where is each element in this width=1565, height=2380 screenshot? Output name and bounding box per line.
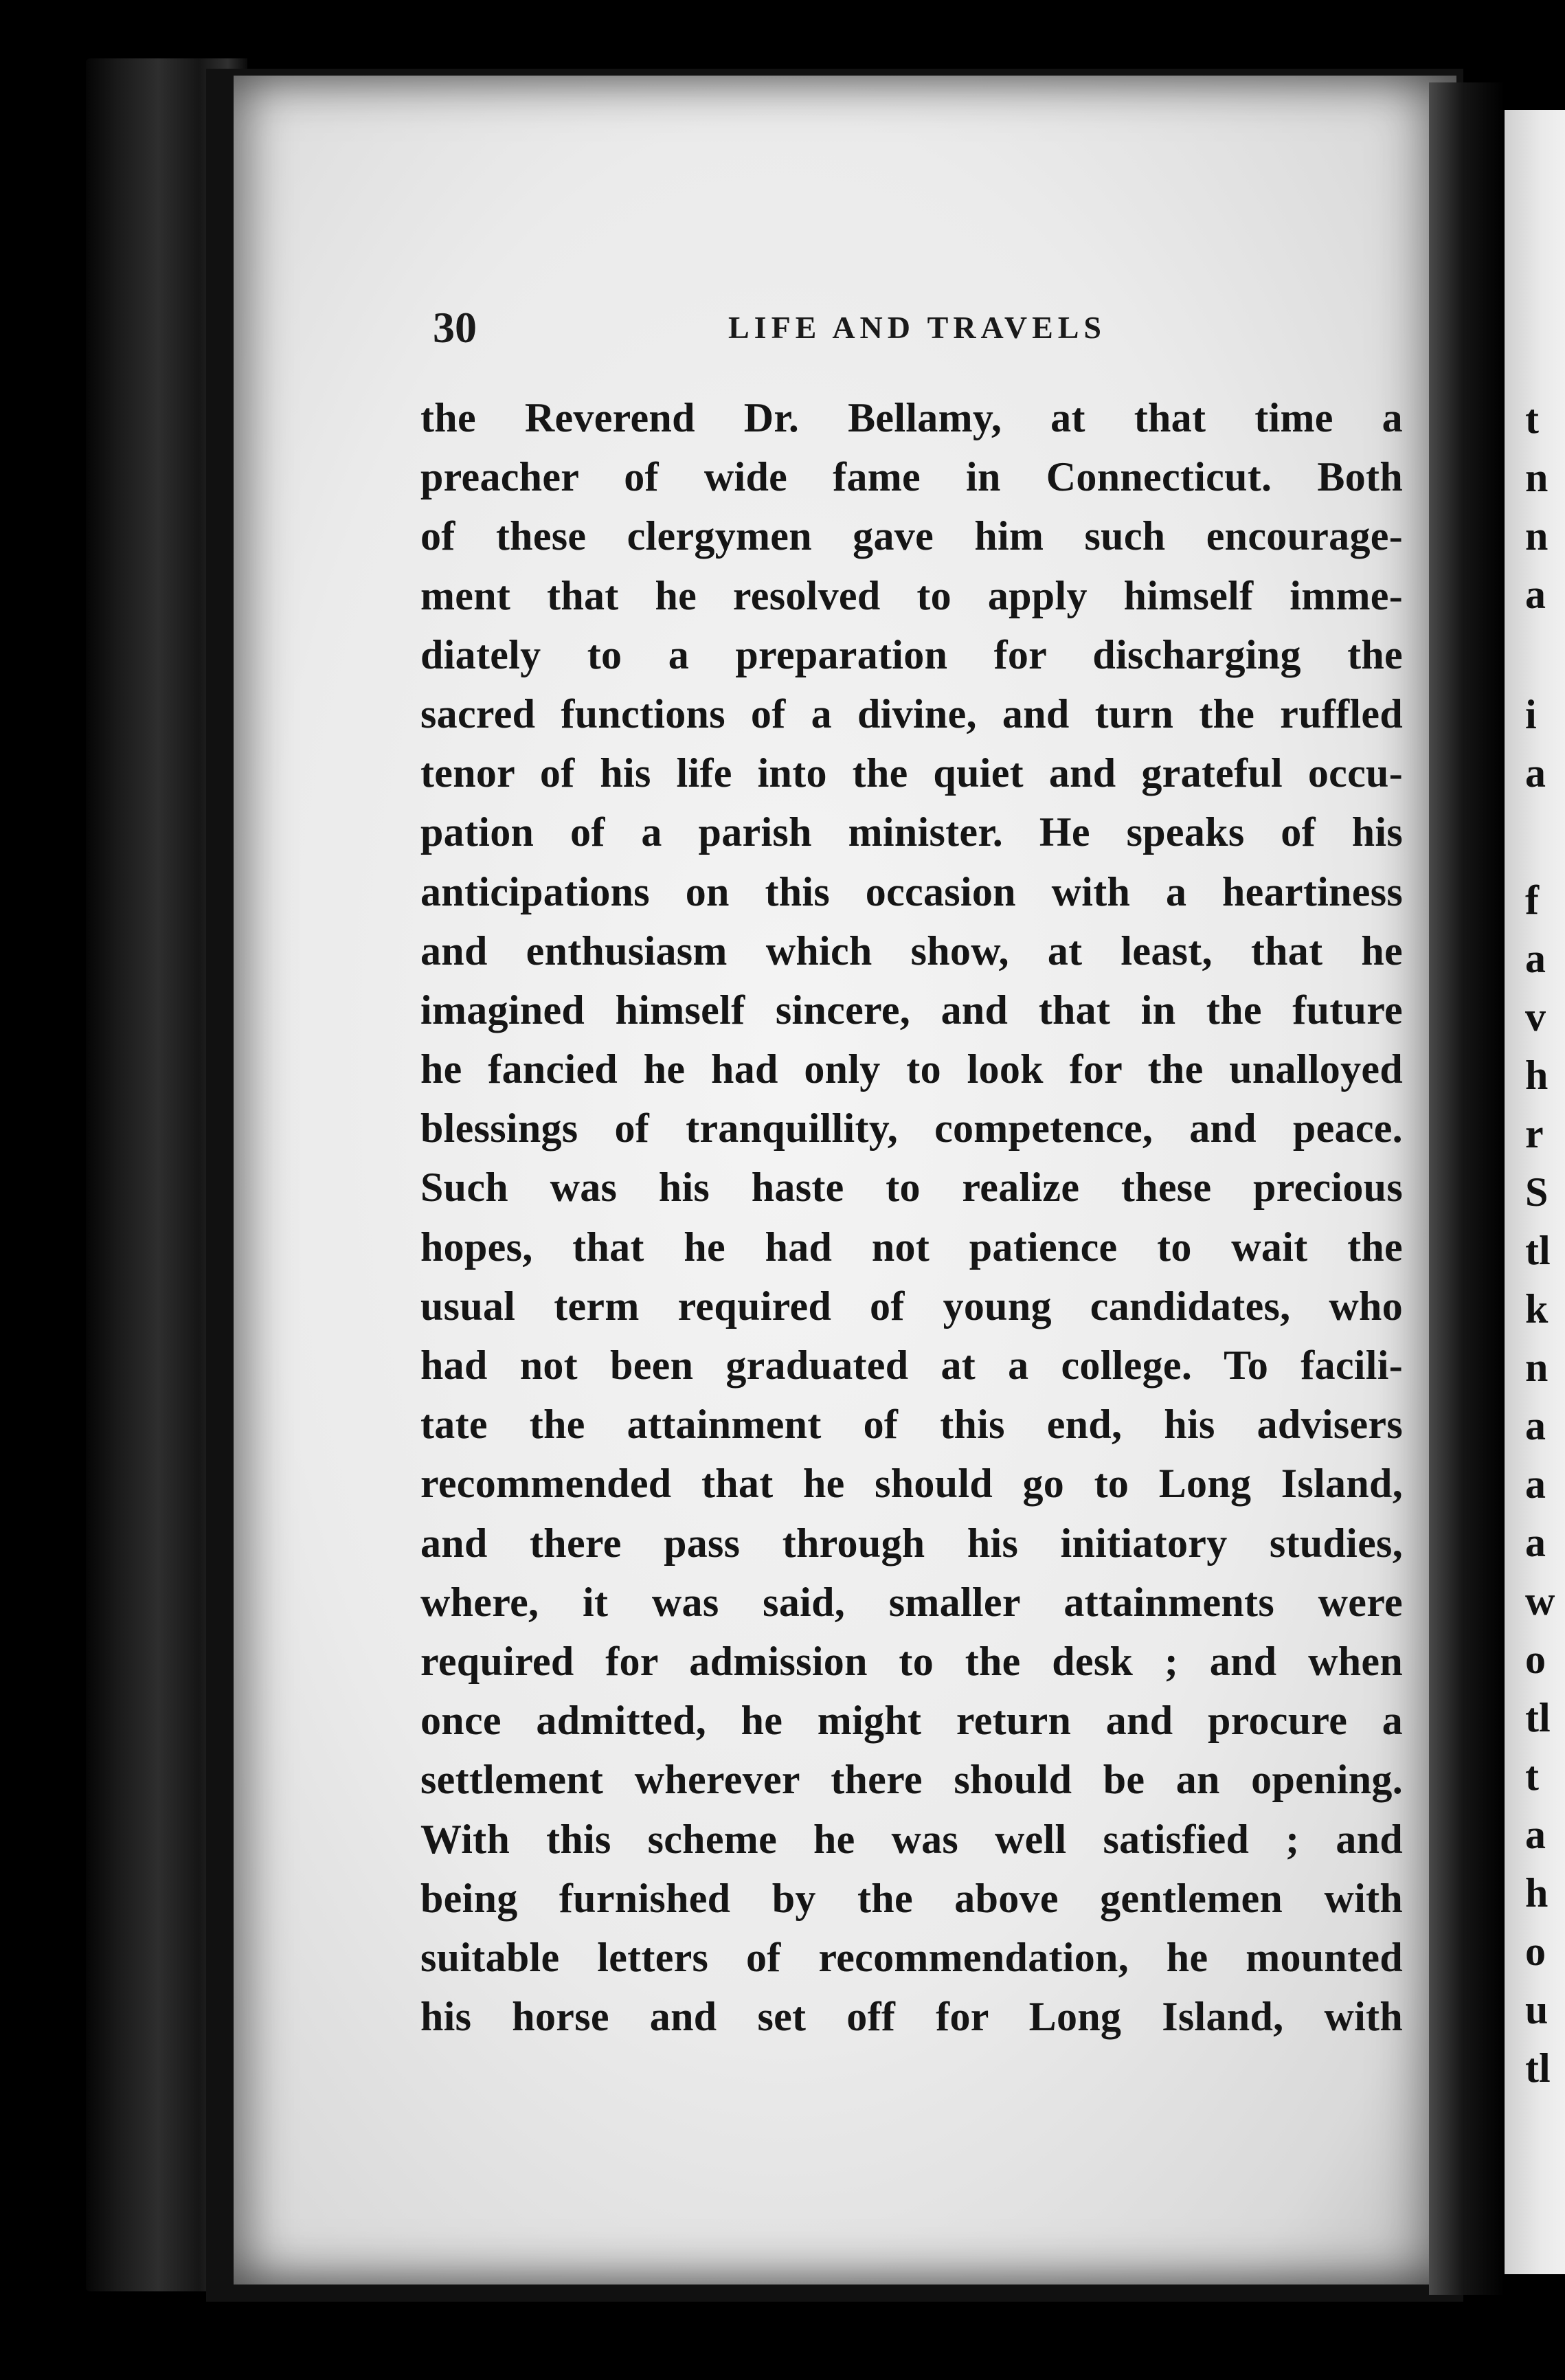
page-gutter: [1429, 82, 1505, 2295]
text-line: his horse and set off for Long Island, with: [420, 1994, 1403, 2040]
next-page-fragment: a: [1525, 572, 1546, 617]
text-line: anticipations on this occasion with a heartiness: [420, 868, 1403, 914]
next-page-fragment: n: [1525, 455, 1549, 500]
text-line: imagined himself sincere, and that in the future: [420, 987, 1403, 1033]
next-page-fragment: u: [1525, 1987, 1549, 2032]
text-line: preacher of wide fame in Connecticut. Both: [420, 454, 1403, 500]
text-line: usual term required of young candidates, who: [420, 1283, 1403, 1329]
next-page-fragment: w: [1525, 1578, 1555, 1624]
text-line: being furnished by the above gentlemen with: [420, 1875, 1403, 1921]
next-page-edge: [1505, 110, 1565, 2274]
text-line: once admitted, he might return and procure a: [420, 1698, 1403, 1744]
next-page-fragment: a: [1525, 1403, 1546, 1448]
text-line: tenor of his life into the quiet and grateful occu-: [420, 750, 1403, 796]
text-line: had not been graduated at a college. To facili-: [420, 1343, 1403, 1388]
next-page-fragment: r: [1525, 1111, 1544, 1156]
next-page-fragment: v: [1525, 994, 1546, 1040]
text-line: blessings of tranquillity, competence, and peace.: [420, 1105, 1403, 1152]
next-page-fragment: h: [1525, 1053, 1549, 1098]
next-page-fragment: S: [1525, 1169, 1549, 1215]
text-line: tate the attainment of this end, his advisers: [420, 1402, 1403, 1448]
text-line: where, it was said, smaller attainments were: [420, 1579, 1403, 1625]
next-page-fragment: n: [1525, 1345, 1549, 1390]
text-line: sacred functions of a divine, and turn the ruffled: [420, 691, 1403, 737]
next-page-fragment: h: [1525, 1870, 1549, 1916]
next-page-fragment: a: [1525, 750, 1546, 796]
next-page-fragment: a: [1525, 1520, 1546, 1565]
text-line: and enthusiasm which show, at least, that he: [420, 928, 1403, 974]
next-page-fragment: t: [1525, 396, 1539, 442]
next-page-fragment: tl: [1525, 1228, 1551, 1273]
text-line: settlement wherever there should be an opening.: [420, 1757, 1403, 1803]
next-page-fragment: o: [1525, 1929, 1546, 1974]
next-page-fragment: t: [1525, 1753, 1539, 1799]
next-page-fragment: o: [1525, 1637, 1546, 1682]
running-head: LIFE AND TRAVELS: [728, 310, 1107, 345]
text-line: of these clergymen gave him such encourage-: [420, 513, 1403, 559]
next-page-fragment: f: [1525, 877, 1539, 923]
body-text: [420, 388, 1403, 2046]
page-header: [433, 302, 1401, 350]
next-page-fragment: a: [1525, 936, 1546, 981]
text-line: With this scheme he was well satisfied ; and: [420, 1816, 1403, 1862]
next-page-fragment: i: [1525, 692, 1537, 737]
text-line: and there pass through his initiatory studies,: [420, 1520, 1403, 1566]
text-line: suitable letters of recommendation, he mounted: [420, 1934, 1403, 1980]
text-line: the Reverend Dr. Bellamy, at that time a: [420, 395, 1403, 440]
text-line: ment that he resolved to apply himself imme-: [420, 572, 1403, 618]
next-page-fragment: n: [1525, 513, 1549, 559]
next-page-fragment: a: [1525, 1461, 1546, 1507]
page-number: 30: [433, 303, 477, 352]
text-line: recommended that he should go to Long Island,: [420, 1461, 1403, 1507]
text-line: he fancied he had only to look for the unalloyed: [420, 1046, 1403, 1092]
text-line: required for admission to the desk ; and when: [420, 1638, 1403, 1684]
next-page-fragment: a: [1525, 1812, 1546, 1857]
text-line: pation of a parish minister. He speaks of his: [420, 809, 1403, 855]
text-line: Such was his haste to realize these precious: [420, 1165, 1403, 1211]
text-line: diately to a preparation for discharging the: [420, 631, 1403, 677]
next-page-fragment: tl: [1525, 2045, 1551, 2091]
next-page-fragment: tl: [1525, 1695, 1551, 1740]
next-page-fragment: k: [1525, 1286, 1549, 1332]
text-line: hopes, that he had not patience to wait the: [420, 1224, 1403, 1270]
